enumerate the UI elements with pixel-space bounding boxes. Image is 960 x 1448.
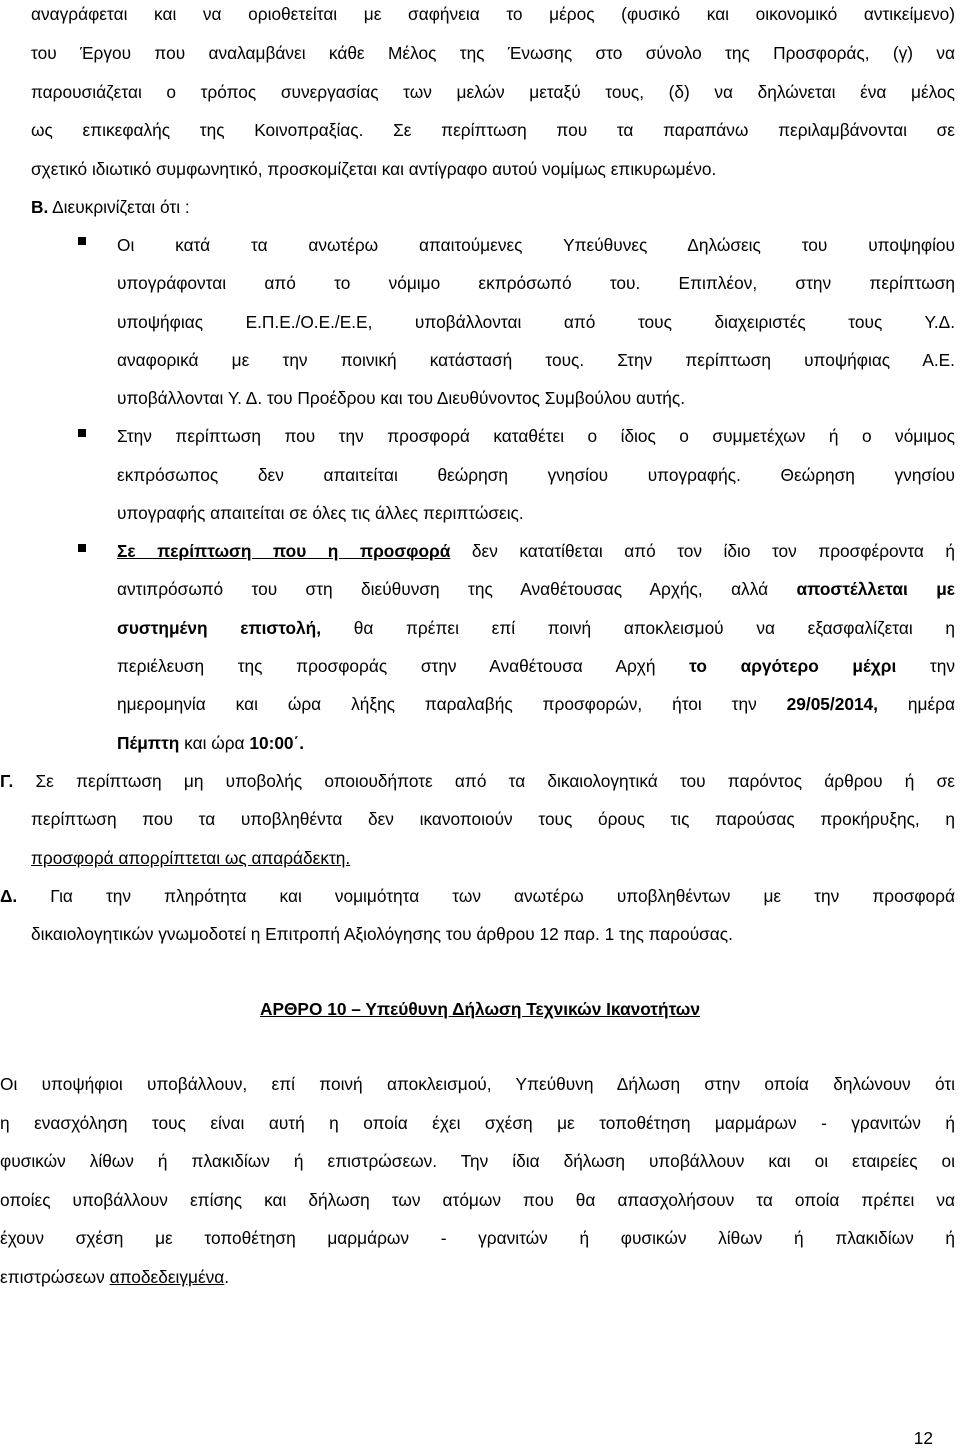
bold-phrase: το αργότερο μέχρι [689,656,897,676]
bullet-line: αναφορικά με την ποινική κατάστασή τους. Στην περίπτωση υποψήφιας Α.Ε. [117,350,955,370]
text-run: δεν κατατίθεται από τον ίδιο τον προσφέροντα ή [450,541,955,561]
bullet-line [117,540,955,562]
bullet-line: Στην περίπτωση που την προσφορά καταθέτει ο ίδιος ο συμμετέχων ή ο νόμιμος [117,426,955,446]
article-line: οποίες υποβάλλουν επίσης και δήλωση των ατόμων που θα απασχολήσουν τα οποία πρέπει να [0,1190,955,1210]
article-line [0,1266,229,1288]
text-run: Για την πληρότητα και νομιμότητα των ανωτέρω υποβληθέντων με την προσφορά [50,886,955,906]
section-c-letter: Γ. [0,771,14,791]
text-run: . [224,1267,230,1287]
date-value: 29/05/2014, [786,694,878,714]
section-d-line: δικαιολογητικών γνωμοδοτεί η Επιτροπή Αξιολόγησης του άρθρου 12 παρ. 1 της παρούσας. [31,924,733,944]
article-line: η ενασχόληση τους είναι αυτή η οποία έχει σχέση με τοποθέτηση μαρμάρων - γρανιτών ή [0,1113,955,1133]
paragraph-line: παρουσιάζεται ο τρόπος συνεργασίας των μελών μεταξύ τους, (δ) να δηλώνεται ένα μέλος [31,82,955,102]
article-line: έχουν σχέση με τοποθέτηση μαρμάρων - γρανιτών ή φυσικών λίθων ή πλακιδίων ή [0,1228,955,1248]
section-d-letter: Δ. [0,886,18,906]
section-c-line: περίπτωση που τα υποβληθέντα δεν ικανοποιούν τους όρους τις παρούσας προκήρυξης, η [31,809,955,829]
text-run: θα πρέπει επί ποινή αποκλεισμού να εξασφαλίζεται η [321,618,955,638]
bold-phrase: Πέμπτη [117,733,180,753]
article-line: Οι υποψήφιοι υποβάλλουν, επί ποινή αποκλεισμού, Υπεύθυνη Δήλωση στην οποία δηλώνουν ότι [0,1074,955,1094]
text-run: και ώρα [179,733,250,753]
bullet-line [117,732,304,754]
bullet-line [117,578,955,600]
text-run: Σε περίπτωση μη υποβολής οποιουδήποτε από τα δικαιολογητικά του παρόντος άρθρου ή σε [35,771,955,791]
text-run: ημερομηνία και ώρα λήξης παραλαβής προσφορών, ήτοι την [117,694,787,714]
bullet-square-icon [78,429,86,437]
text-run: περιέλευση της προσφοράς στην Αναθέτουσα Αρχή [117,656,690,676]
bullet-square-icon [78,544,86,552]
bullet-line: Οι κατά τα ανωτέρω απαιτούμενες Υπεύθυνες Δηλώσεις του υποψηφίου [117,235,955,255]
text-run: επιστρώσεων [0,1267,110,1287]
bullet-line: υποβάλλονται Υ. Δ. του Προέδρου και του Διευθύνοντος Συμβούλου αυτής. [117,388,686,408]
bullet-line: υποψήφιας Ε.Π.Ε./Ο.Ε./Ε.Ε, υποβάλλονται από τους διαχειριστές τους Υ.Δ. [117,312,955,332]
time-value: 10:00΄. [249,733,305,753]
page-number: 12 [913,1428,933,1448]
section-b-letter: Β. [31,197,49,217]
bullet-square-icon [78,237,86,245]
section-b-text: Διευκρινίζεται ότι : [52,197,190,217]
bold-phrase: Σε περίπτωση που η προσφορά [117,541,451,561]
article-line: φυσικών λίθων ή πλακιδίων ή επιστρώσεων. Την ίδια δήλωση υποβάλλουν και οι εταιρείες οι [0,1151,955,1171]
bullet-line [117,617,955,639]
bold-phrase: αποστέλλεται με [796,579,955,599]
section-c-line: προσφορά απορρίπτεται ως απαράδεκτη. [31,848,351,868]
section-b-heading [31,196,190,218]
text-run: ημέρα [877,694,955,714]
section-c-line [0,770,955,792]
bullet-line: υπογράφονται από το νόμιμο εκπρόσωπό του. Επιπλέον, στην περίπτωση [117,273,955,293]
bullet-line: εκπρόσωπος δεν απαιτείται θεώρηση γνησίου υπογραφής. Θεώρηση γνησίου [117,465,955,485]
bullet-line: υπογραφής απαιτείται σε όλες τις άλλες περιπτώσεις. [117,503,524,523]
bullet-line [117,655,955,677]
section-d-line [0,885,955,907]
paragraph-line: ως επικεφαλής της Κοινοπραξίας. Σε περίπτωση που τα παραπάνω περιλαμβάνονται σε [31,120,955,140]
article-heading: ΑΡΘΡΟ 10 – Υπεύθυνη Δήλωση Τεχνικών Ικανοτήτων [259,999,701,1019]
paragraph-line: σχετικό ιδιωτικό συμφωνητικό, προσκομίζεται και αντίγραφο αυτού νομίμως επικυρωμένο. [31,159,717,179]
paragraph-line: αναγράφεται και να οριοθετείται με σαφήνεια το μέρος (φυσικό και οικονομικό αντικείμενο) [31,4,955,24]
text-run: αντιπρόσωπό του στη διεύθυνση της Αναθέτουσας Αρχής, αλλά [117,579,797,599]
text-run: την [896,656,955,676]
bullet-line [117,693,955,715]
paragraph-line: του Έργου που αναλαμβάνει κάθε Μέλος της Ένωσης στο σύνολο της Προσφοράς, (γ) να [31,43,955,63]
bold-phrase: συστημένη επιστολή, [117,618,322,638]
underlined-word: αποδεδειγμένα [109,1267,225,1287]
